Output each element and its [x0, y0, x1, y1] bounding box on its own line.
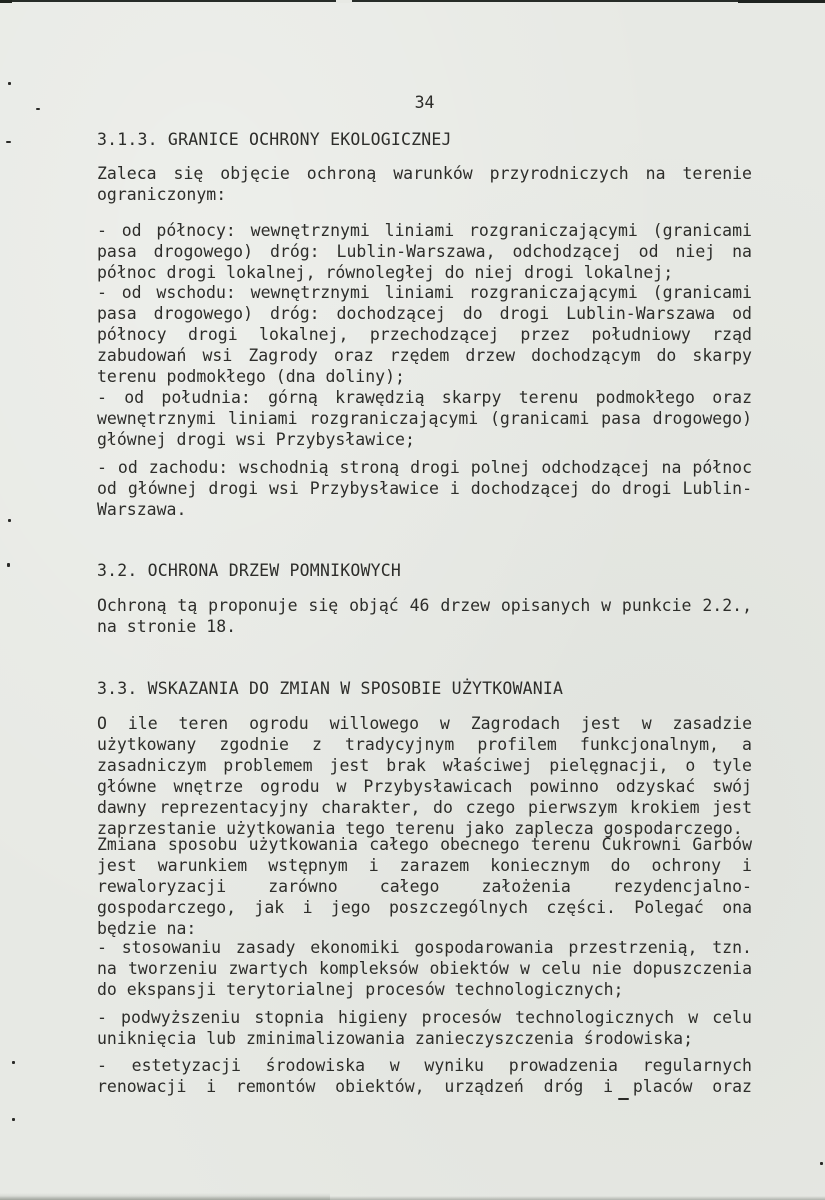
text-line: 3.1.3. GRANICE OCHRONY EKOLOGICZNEJ: [97, 130, 452, 149]
text-line: dawny reprezentacyjny charakter, do czego pierwszym krokiem jest: [97, 798, 752, 817]
section-heading: [97, 678, 752, 699]
text-line: - od zachodu: wschodnią stroną drogi polnej odchodzącej na północ: [97, 458, 752, 477]
paragraph: [97, 1007, 752, 1049]
text-line: pasa drogowego) dróg: Lublin-Warszawa, odchodzącej od niej na: [97, 242, 752, 261]
paragraph: [97, 220, 752, 283]
paragraph: [97, 282, 752, 387]
text-line: północ drogi lokalnej, równoległej do niej drogi lokalnej;: [97, 263, 674, 282]
paragraph: [97, 163, 752, 205]
text-line: północy drogi lokalnej, przechodzącej przez południowy rząd: [97, 325, 752, 344]
paragraph: [97, 1055, 752, 1097]
text-line: zabudowań wsi Zagrody oraz rzędem drzew dochodzącym do skarpy: [97, 346, 752, 365]
text-line: - od południa: górną krawędzią skarpy terenu podmokłego oraz: [97, 388, 752, 407]
scan-speckle: [8, 519, 11, 522]
text-line: terenu podmokłego (dna doliny);: [97, 367, 405, 386]
paragraph: [97, 834, 752, 939]
scan-speckle: [6, 141, 11, 143]
text-line: - od wschodu: wewnętrznymi liniami rozgraniczającymi (granicami: [97, 283, 752, 302]
scan-speckle: [7, 563, 10, 567]
paragraph: [97, 595, 752, 637]
text-line: użytkowany zgodnie z tradycyjnym profilem funkcjonalnym, a: [97, 735, 752, 754]
text-line: O ile teren ogrodu willowego w Zagrodach jest w zasadzie: [97, 714, 752, 733]
text-line: gospodarczego, jak i jego poszczególnych części. Polegać ona: [97, 898, 752, 917]
text-line: na stronie 18.: [97, 617, 237, 636]
text-line: ograniczonym:: [97, 185, 227, 204]
scan-speckle: [12, 1061, 15, 1064]
text-line: Ochroną tą proponuje się objąć 46 drzew opisanych w punkcie 2.2.,: [97, 596, 752, 615]
text-line: - podwyższeniu stopnia higieny procesów technologicznych w celu: [97, 1008, 752, 1027]
text-column: [97, 0, 752, 1200]
text-line: Zaleca się objęcie ochroną warunków przyrodniczych na terenie: [97, 164, 752, 183]
text-line: będzie na:: [97, 919, 197, 938]
scan-speckle: [820, 1162, 823, 1165]
text-line: do ekspansji terytorialnej procesów technologicznych;: [97, 980, 624, 999]
text-line: na tworzeniu zwartych kompleksów obiektów w celu nie dopuszczenia: [97, 959, 752, 978]
text-line: - stosowaniu zasady ekonomiki gospodarowania przestrzenią, tzn.: [97, 938, 752, 957]
text-line: rewaloryzacji zarówno całego założenia rezydencjalno-: [97, 877, 752, 896]
scan-speckle: [12, 1118, 15, 1121]
text-line: uniknięcia lub zminimalizowania zanieczyszczenia środowiska;: [97, 1029, 694, 1048]
paragraph: [97, 457, 752, 520]
text-line: od głównej drogi wsi Przybysławice i dochodzącej do drogi Lublin-: [97, 479, 752, 498]
text-line: Zmiana sposobu użytkowania całego obecnego terenu Cukrowni Garbów: [97, 835, 752, 854]
text-line: pasa drogowego) dróg: dochodzącej do drogi Lublin-Warszawa od: [97, 304, 752, 323]
text-line: 3.2. OCHRONA DRZEW POMNIKOWYCH: [97, 561, 402, 580]
scan-speckle: [8, 82, 11, 85]
text-line: - od północy: wewnętrznymi liniami rozgraniczającymi (granicami: [97, 221, 752, 240]
text-line: - estetyzacji środowiska w wyniku prowadzenia regularnych: [97, 1056, 752, 1075]
scan-speckle: [36, 108, 40, 110]
text-line: jest warunkiem wstępnym i zarazem koniecznym do ochrony i: [97, 856, 752, 875]
paragraph: [97, 713, 752, 839]
text-line: zaprzestanie użytkowania tego terenu jako zaplecza gospodarczego.: [97, 819, 743, 838]
section-heading: [97, 129, 752, 150]
text-line: główne wnętrze ogrodu w Przybysławicach powinno odzyskać swój: [97, 777, 752, 796]
paragraph: [97, 387, 752, 450]
scan-edge-top-left: [0, 0, 12, 3]
text-line: zasadniczym problemem jest brak właściwej pielęgnacji, o tyle: [97, 756, 752, 775]
text-line: Warszawa.: [97, 500, 187, 519]
text-line: 3.3. WSKAZANIA DO ZMIAN W SPOSOBIE UŻYTKOWANIA: [97, 679, 564, 698]
text-line: głównej drogi wsi Przybysławice;: [97, 430, 415, 449]
text-line: wewnętrznymi liniami rozgraniczającymi (granicami pasa drogowego): [97, 409, 752, 428]
paragraph: [97, 937, 752, 1000]
text-line: renowacji i remontów obiektów, urządzeń dróg i placów oraz: [97, 1077, 752, 1096]
page-number: 34: [414, 93, 435, 112]
section-heading: [97, 560, 752, 581]
